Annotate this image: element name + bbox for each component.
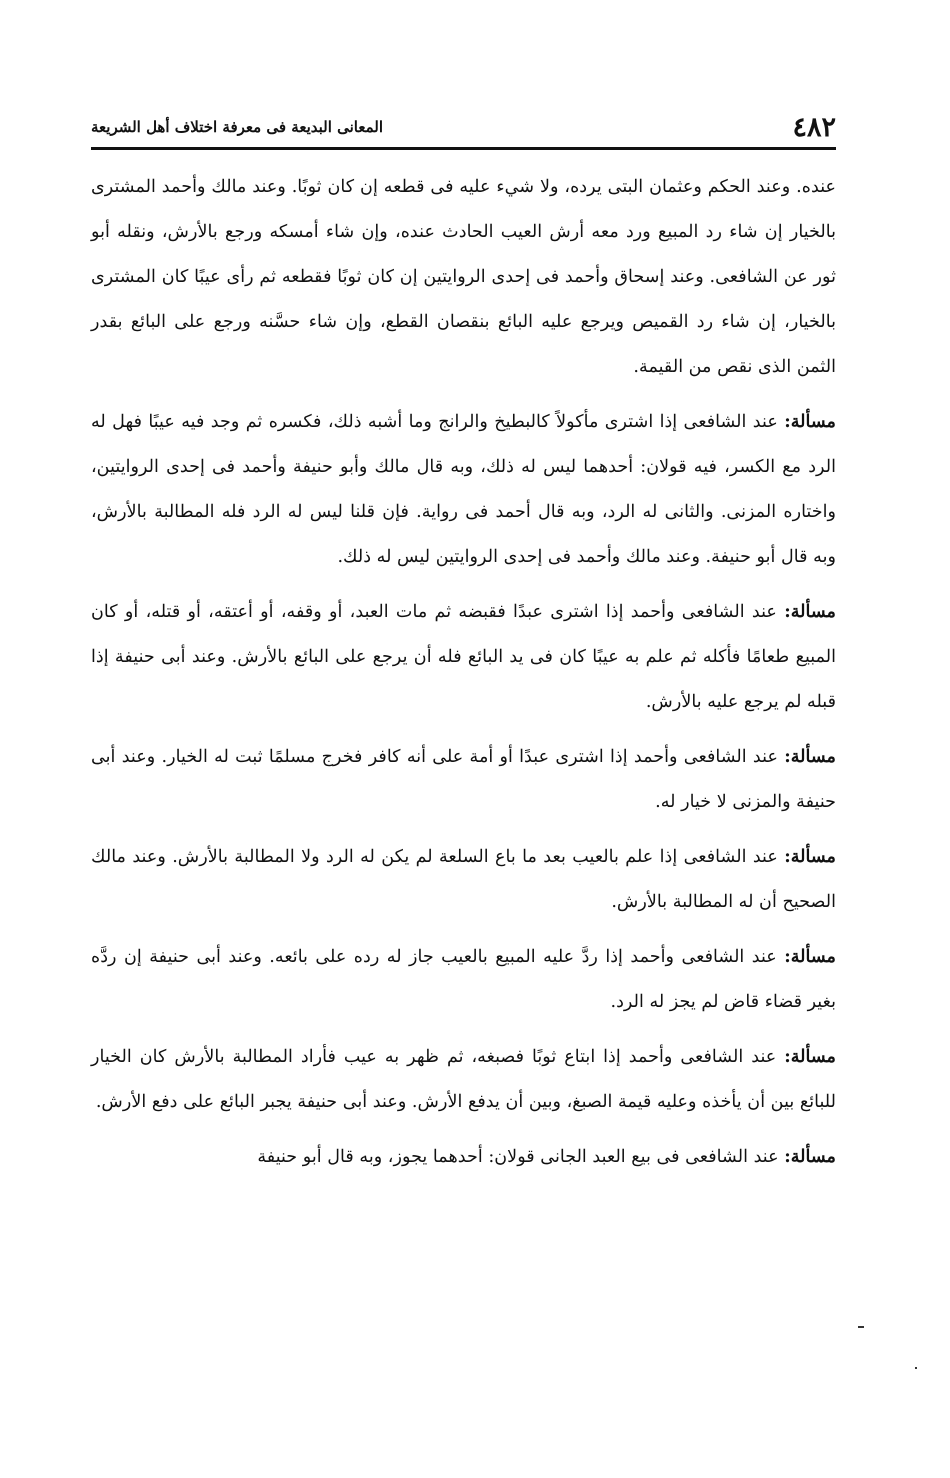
paragraph-text: عنده. وعند الحكم وعثمان البتى يرده، ولا شيء عليه فى قطعه إن كان ثوبًا. وعند مالك وأحمد المشترى بالخيار إن شاء رد المبيع ورد معه أرش العيب الحادث عنده، وإن شاء أمسكه ورجع بالأرش، ونقله أبو ثور عن الشافعى. وعند إسحاق وأحمد فى إحدى الروايتين إن كان ثوبًا فقطعه ثم رأى عيبًا كان المشترى بالخيار، إن شاء رد القميص ويرجع عليه البائع بنقصان القطع، وإن شاء حسَّنه ورجع على البائع بقدر الثمن الذى نقص من القيمة. (91, 177, 836, 377)
issue-label: مسألة: (784, 601, 836, 622)
issue-paragraph (91, 1034, 836, 1125)
issue-label: مسألة: (784, 946, 836, 967)
issue-paragraph (91, 1134, 836, 1180)
issue-paragraph (91, 934, 836, 1025)
running-title: المعانى البديعة فى معرفة اختلاف أهل الشريعة (91, 118, 384, 136)
paragraph-text: عند الشافعى فى بيع العبد الجانى قولان: أحدهما يجوز، وبه قال أبو حنيفة (257, 1147, 785, 1167)
page-body (91, 165, 836, 1189)
issue-paragraph (91, 834, 836, 925)
scan-speck (858, 1326, 864, 1328)
issue-paragraph (91, 399, 836, 580)
issue-label: مسألة: (784, 411, 836, 432)
issue-label: مسألة: (784, 1146, 836, 1167)
issue-label: مسألة: (784, 846, 836, 867)
paragraph-text: عند الشافعى وأحمد إذا اشترى عبدًا أو أمة على أنه كافر فخرج مسلمًا ثبت له الخيار. وعند أبى حنيفة والمزنى لا خيار له. (91, 747, 836, 812)
paragraph-continuation (91, 165, 836, 390)
issue-paragraph (91, 734, 836, 825)
header-rule (91, 147, 836, 150)
page-number: ٤٨٢ (792, 111, 836, 143)
issue-label: مسألة: (784, 1046, 836, 1067)
paragraph-text: عند الشافعى إذا اشترى مأكولاً كالبطيخ والرانج وما أشبه ذلك، فكسره ثم وجد فيه عيبًا فهل له الرد مع الكسر، فيه قولان: أحدهما ليس له ذلك، وبه قال مالك وأبو حنيفة وأحمد فى إحدى الروايتين، واختاره المزنى. والثانى له الرد، وبه قال أحمد فى رواية. فإن قلنا ليس له الرد فله المطالبة بالأرش، وبه قال أبو حنيفة. وعند مالك وأحمد فى إحدى الروايتين ليس له ذلك. (91, 412, 836, 567)
scan-speck (915, 1367, 917, 1369)
paragraph-text: عند الشافعى وأحمد إذا اشترى عبدًا فقبضه ثم مات العبد، أو وقفه، أو أعتقه، أو قتله، أو كان المبيع طعامًا فأكله ثم علم به عيبًا كان فى يد البائع فله أن يرجع على البائع بالأرش. وعند أبى حنيفة إذا قبله لم يرجع عليه بالأرش. (91, 602, 836, 712)
issue-paragraph (91, 589, 836, 725)
page-header (91, 110, 836, 144)
paragraph-text: عند الشافعى وأحمد إذا ابتاع ثوبًا فصبغه، ثم ظهر به عيب فأراد المطالبة بالأرش كان الخيار للبائع بين أن يأخذه وعليه قيمة الصبغ، وبين أن يدفع الأرش. وعند أبى حنيفة يجبر البائع على دفع الأرش. (91, 1047, 836, 1112)
paragraph-text: عند الشافعى إذا علم بالعيب بعد ما باع السلعة لم يكن له الرد ولا المطالبة بالأرش. وعند مالك الصحيح أن له المطالبة بالأرش. (91, 847, 836, 912)
paragraph-text: عند الشافعى وأحمد إذا ردَّ عليه المبيع بالعيب جاز له رده على بائعه. وعند أبى حنيفة إن ردَّه بغير قضاء قاض لم يجز له الرد. (91, 947, 836, 1012)
issue-label: مسألة: (784, 746, 836, 767)
